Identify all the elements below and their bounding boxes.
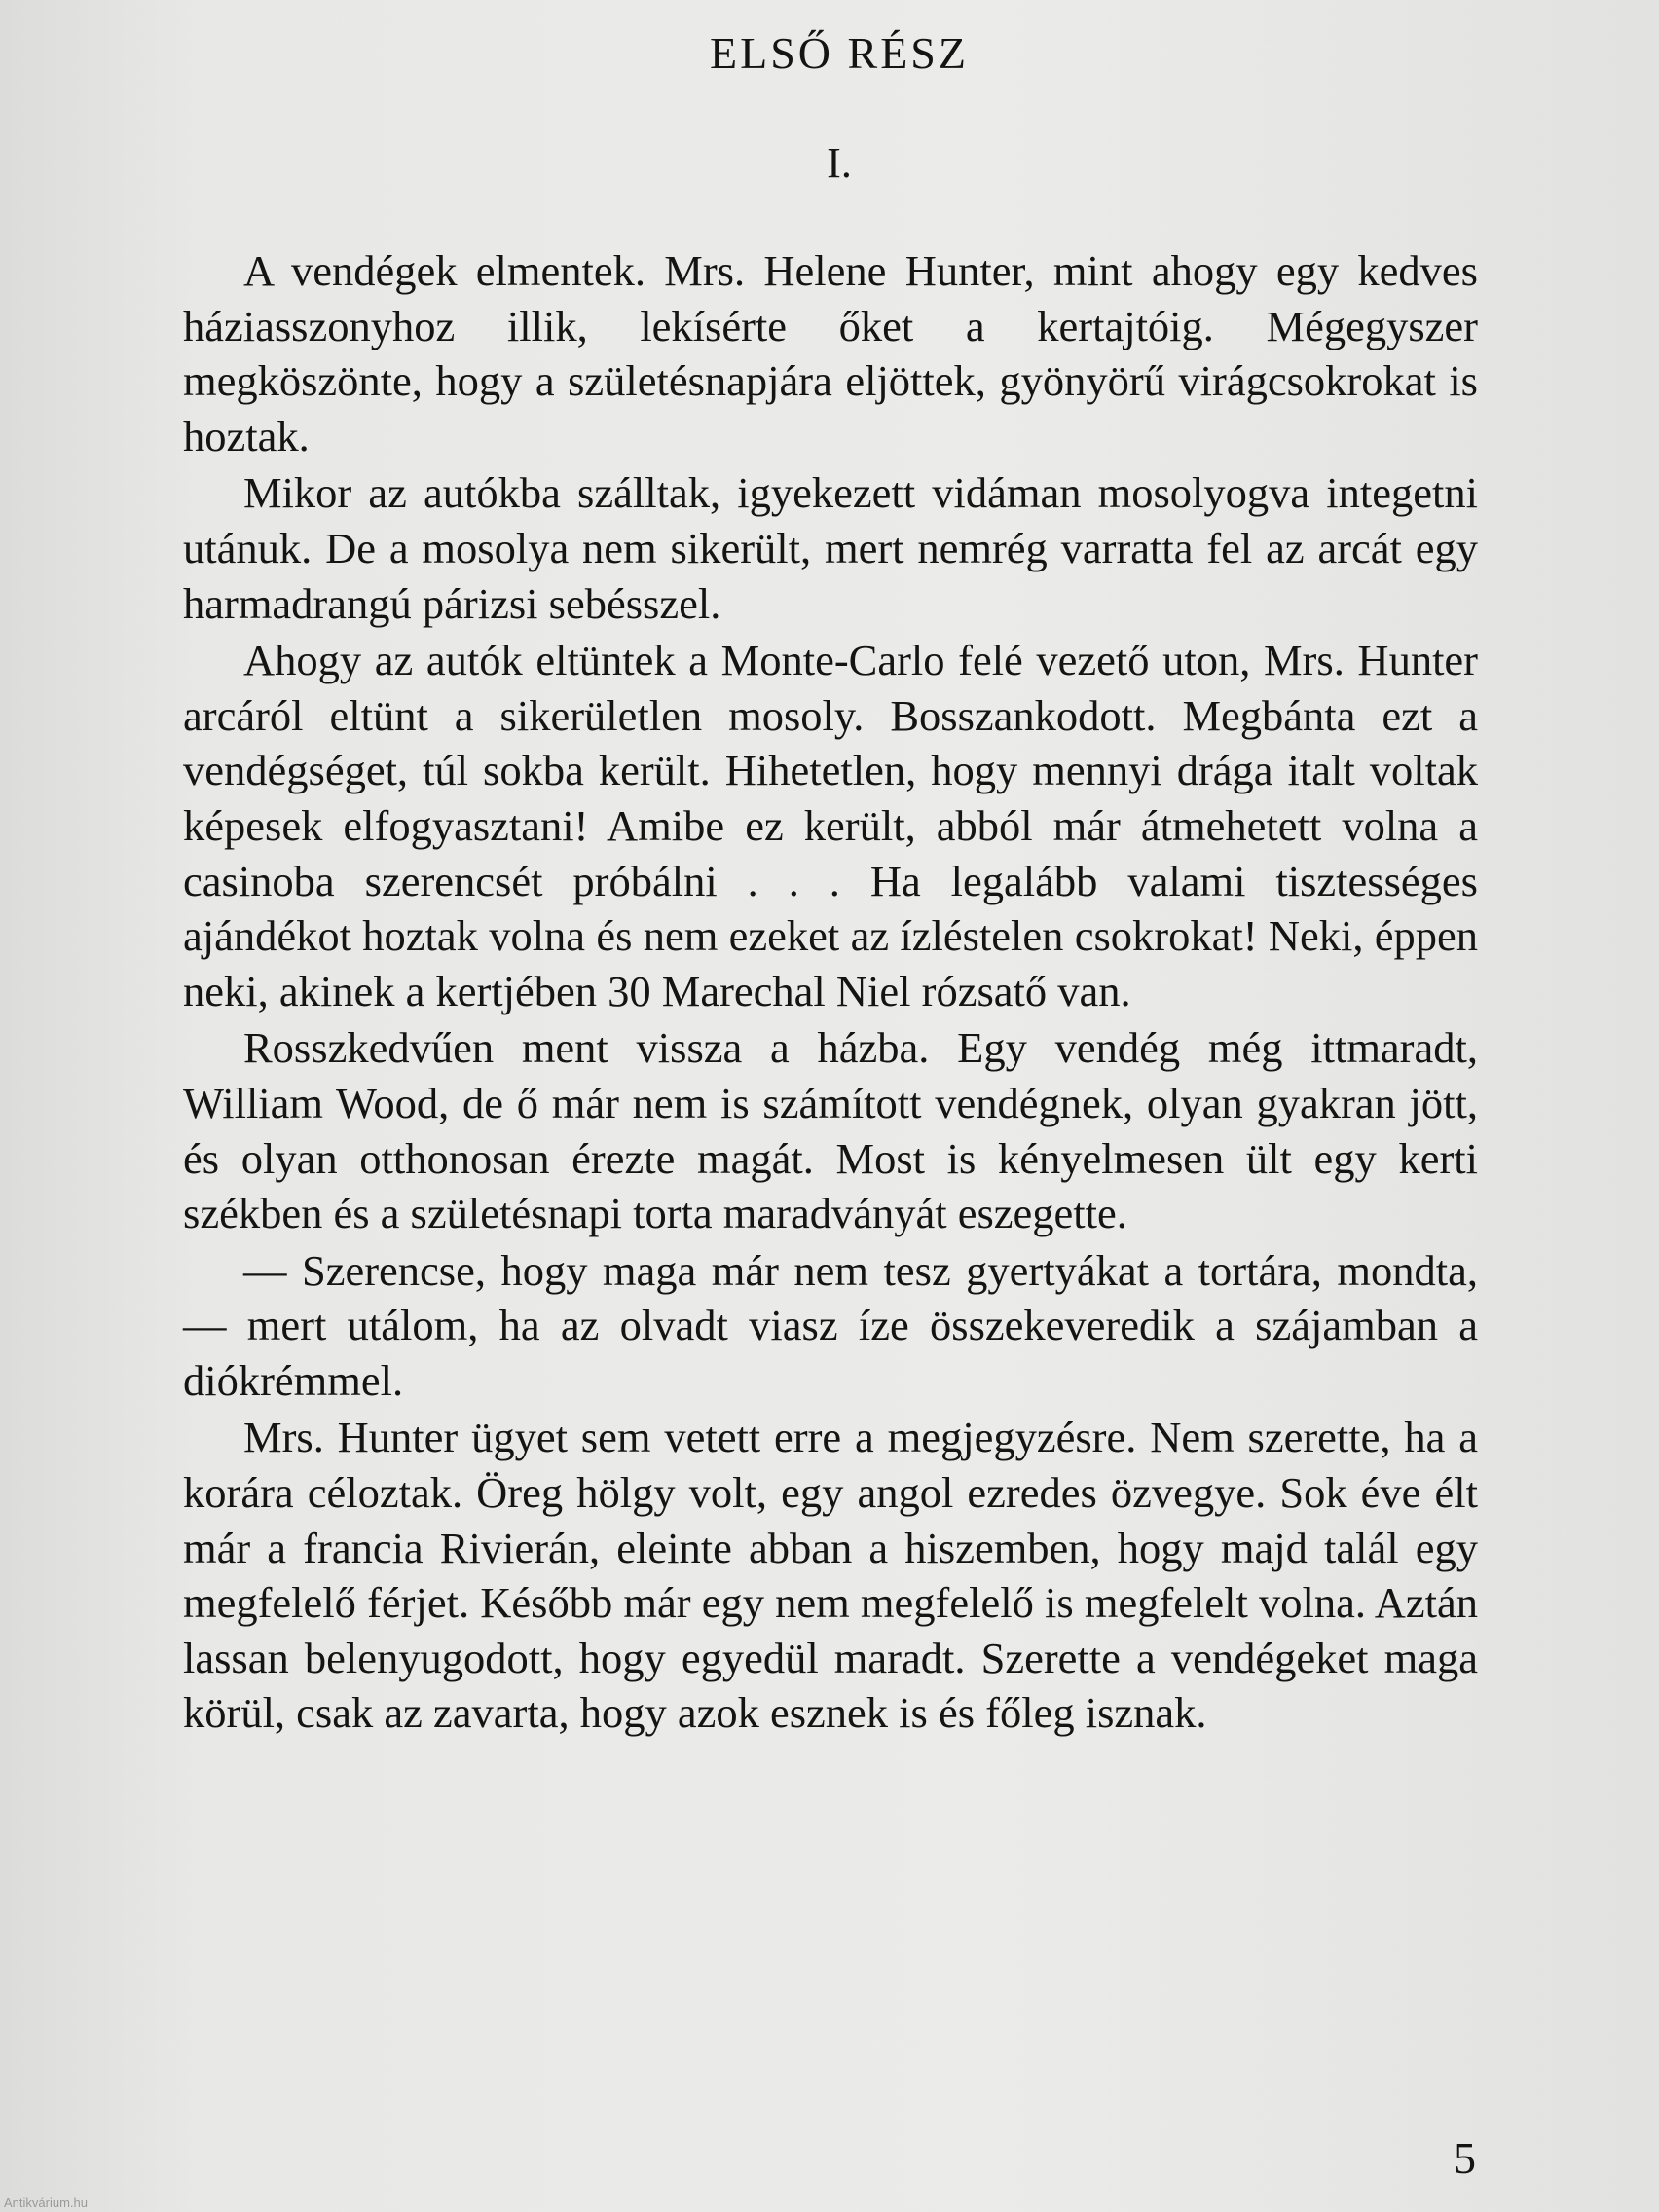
paragraph: Mrs. Hunter ügyet sem vetett erre a megjegyzésre. Nem szerette, ha a korára céloztak. Öreg hölgy volt, egy angol ezredes özvegye. Sok éve élt már a francia Rivierán, eleinte abban a hiszemben, hogy majd talál egy megfelelő férjet. Később már egy nem megfelelő is megfelelt volna. Aztán lassan belenyugodott, hogy egyedül maradt. Szerette a vendégeket maga körül, csak az zavarta, hogy azok esznek is és főleg isznak. — [183, 1413, 1478, 1738]
watermark: Antikvárium.hu — [4, 2195, 88, 2210]
paragraph: Ahogy az autók eltüntek a Monte-Carlo felé vezető uton, Mrs. Hunter arcáról eltünt a sikerületlen mosoly. Bosszankodott. Megbánta ezt a vendégséget, túl sokba került. Hihetetlen, hogy mennyi drága italt voltak képesek elfogyasztani! Amibe ez került, abból már átmehetett volna a casinoba szerencsét próbálni . . . Ha legalább valami tisztességes ajándékot hoztak volna és nem ezeket az ízléstelen csokrokat! Neki, éppen neki, akinek a kertjében 30 Marechal Niel rózsatő van. — [183, 636, 1478, 1015]
paragraph: Mikor az autókba szálltak, igyekezett vidáman mosolyogva integetni utánuk. De a mosolya nem sikerült, mert nemrég varratta fel az arcát egy harmadrangú párizsi sebésszel. — [183, 468, 1478, 628]
paragraph: A vendégek elmentek. Mrs. Helene Hunter, mint ahogy egy kedves háziasszonyhoz illik, lekísérte őket a kertajtóig. Mégegyszer megköszönte, hogy a születésnapjára eljöttek, gyönyörű virágcsokrokat is hoztak. — [183, 246, 1478, 461]
chapter-title: I. — [827, 139, 852, 187]
part-title: ELSŐ RÉSZ — [710, 28, 969, 78]
body-text — [183, 243, 1478, 1741]
paragraph: — Szerencse, hogy maga már nem tesz gyertyákat a tortára, mondta, — mert utálom, ha az olvadt viasz íze összekeveredik a szájamban a diókrémmel. — [183, 1245, 1478, 1405]
paragraph: Rosszkedvűen ment vissza a házba. Egy vendég még ittmaradt, William Wood, de ő már nem is számított vendégnek, olyan gyakran jött, és olyan otthonosan érezte magát. Most is kényelmesen ült egy kerti székben és a születésnapi torta maradványát eszegette. — [183, 1023, 1478, 1238]
page-number: 5 — [1454, 2133, 1476, 2183]
